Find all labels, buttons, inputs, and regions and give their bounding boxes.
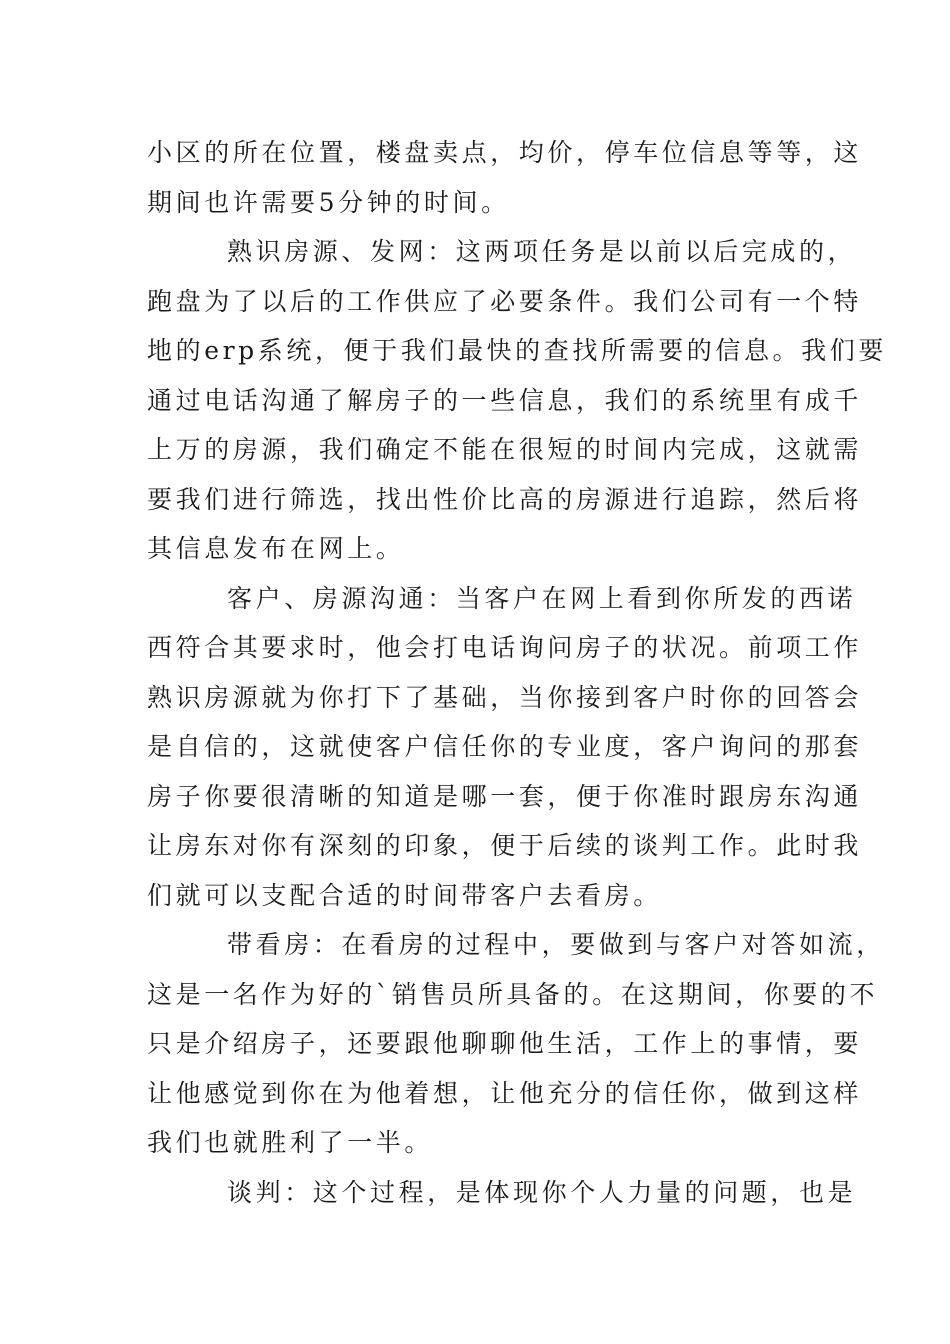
text-line: 上万的房源，我们确定不能在很短的时间内完成，这就需 [147, 435, 863, 464]
text-line: 熟识房源就为你打下了基础，当你接到客户时你的回答会 [147, 682, 863, 712]
text-line: 让房东对你有深刻的印象，便于后续的谈判工作。此时我 [147, 831, 863, 860]
text-line: 要我们进行筛选，找出性价比高的房源进行追踪，然后将 [147, 484, 863, 514]
text-line: 我们也就胜利了一半。 [147, 1128, 434, 1157]
text-line: 只是介绍房子，还要跟他聊聊他生活，工作上的事情，要 [147, 1029, 863, 1058]
paragraph-start-line: 谈判：这个过程，是体现你个人力量的问题，也是 [227, 1177, 857, 1207]
body-text [147, 128, 887, 1217]
text-line: 通过电话沟通了解房子的一些信息，我们的系统里有成千 [147, 385, 863, 415]
text-line: 跑盘为了以后的工作供应了必要条件。我们公司有一个特 [147, 286, 863, 316]
paragraph-start-line: 带看房：在看房的过程中，要做到与客户对答如流， [227, 930, 885, 959]
text-line: 房子你要很清晰的知道是哪一套，便于你准时跟房东沟通 [147, 781, 863, 811]
text-line: 地的erp系统，便于我们最快的查找所需要的信息。我们要 [147, 336, 887, 365]
text-line: 西符合其要求时，他会打电话询问房子的状况。前项工作 [147, 633, 863, 662]
text-line: 其信息发布在网上。 [147, 534, 405, 563]
text-line: 期间也许需要5分钟的时间。 [147, 187, 510, 217]
text-line: 是自信的，这就使客户信任你的专业度，客户询问的那套 [147, 732, 863, 761]
text-line: 这是一名作为好的`销售员所具备的。在这期间，你要的不 [147, 979, 879, 1009]
text-line: 们就可以支配合适的时间带客户去看房。 [147, 880, 662, 910]
paragraph-start-line: 客户、房源沟通：当客户在网上看到你所发的西诺 [227, 583, 857, 613]
text-line: 小区的所在位置，楼盘卖点，均价，停车位信息等等，这 [147, 138, 863, 167]
text-line: 让他感觉到你在为他着想，让他充分的信任你，做到这样 [147, 1078, 863, 1108]
paragraph-start-line: 熟识房源、发网：这两项任务是以前以后完成的， [227, 237, 857, 266]
